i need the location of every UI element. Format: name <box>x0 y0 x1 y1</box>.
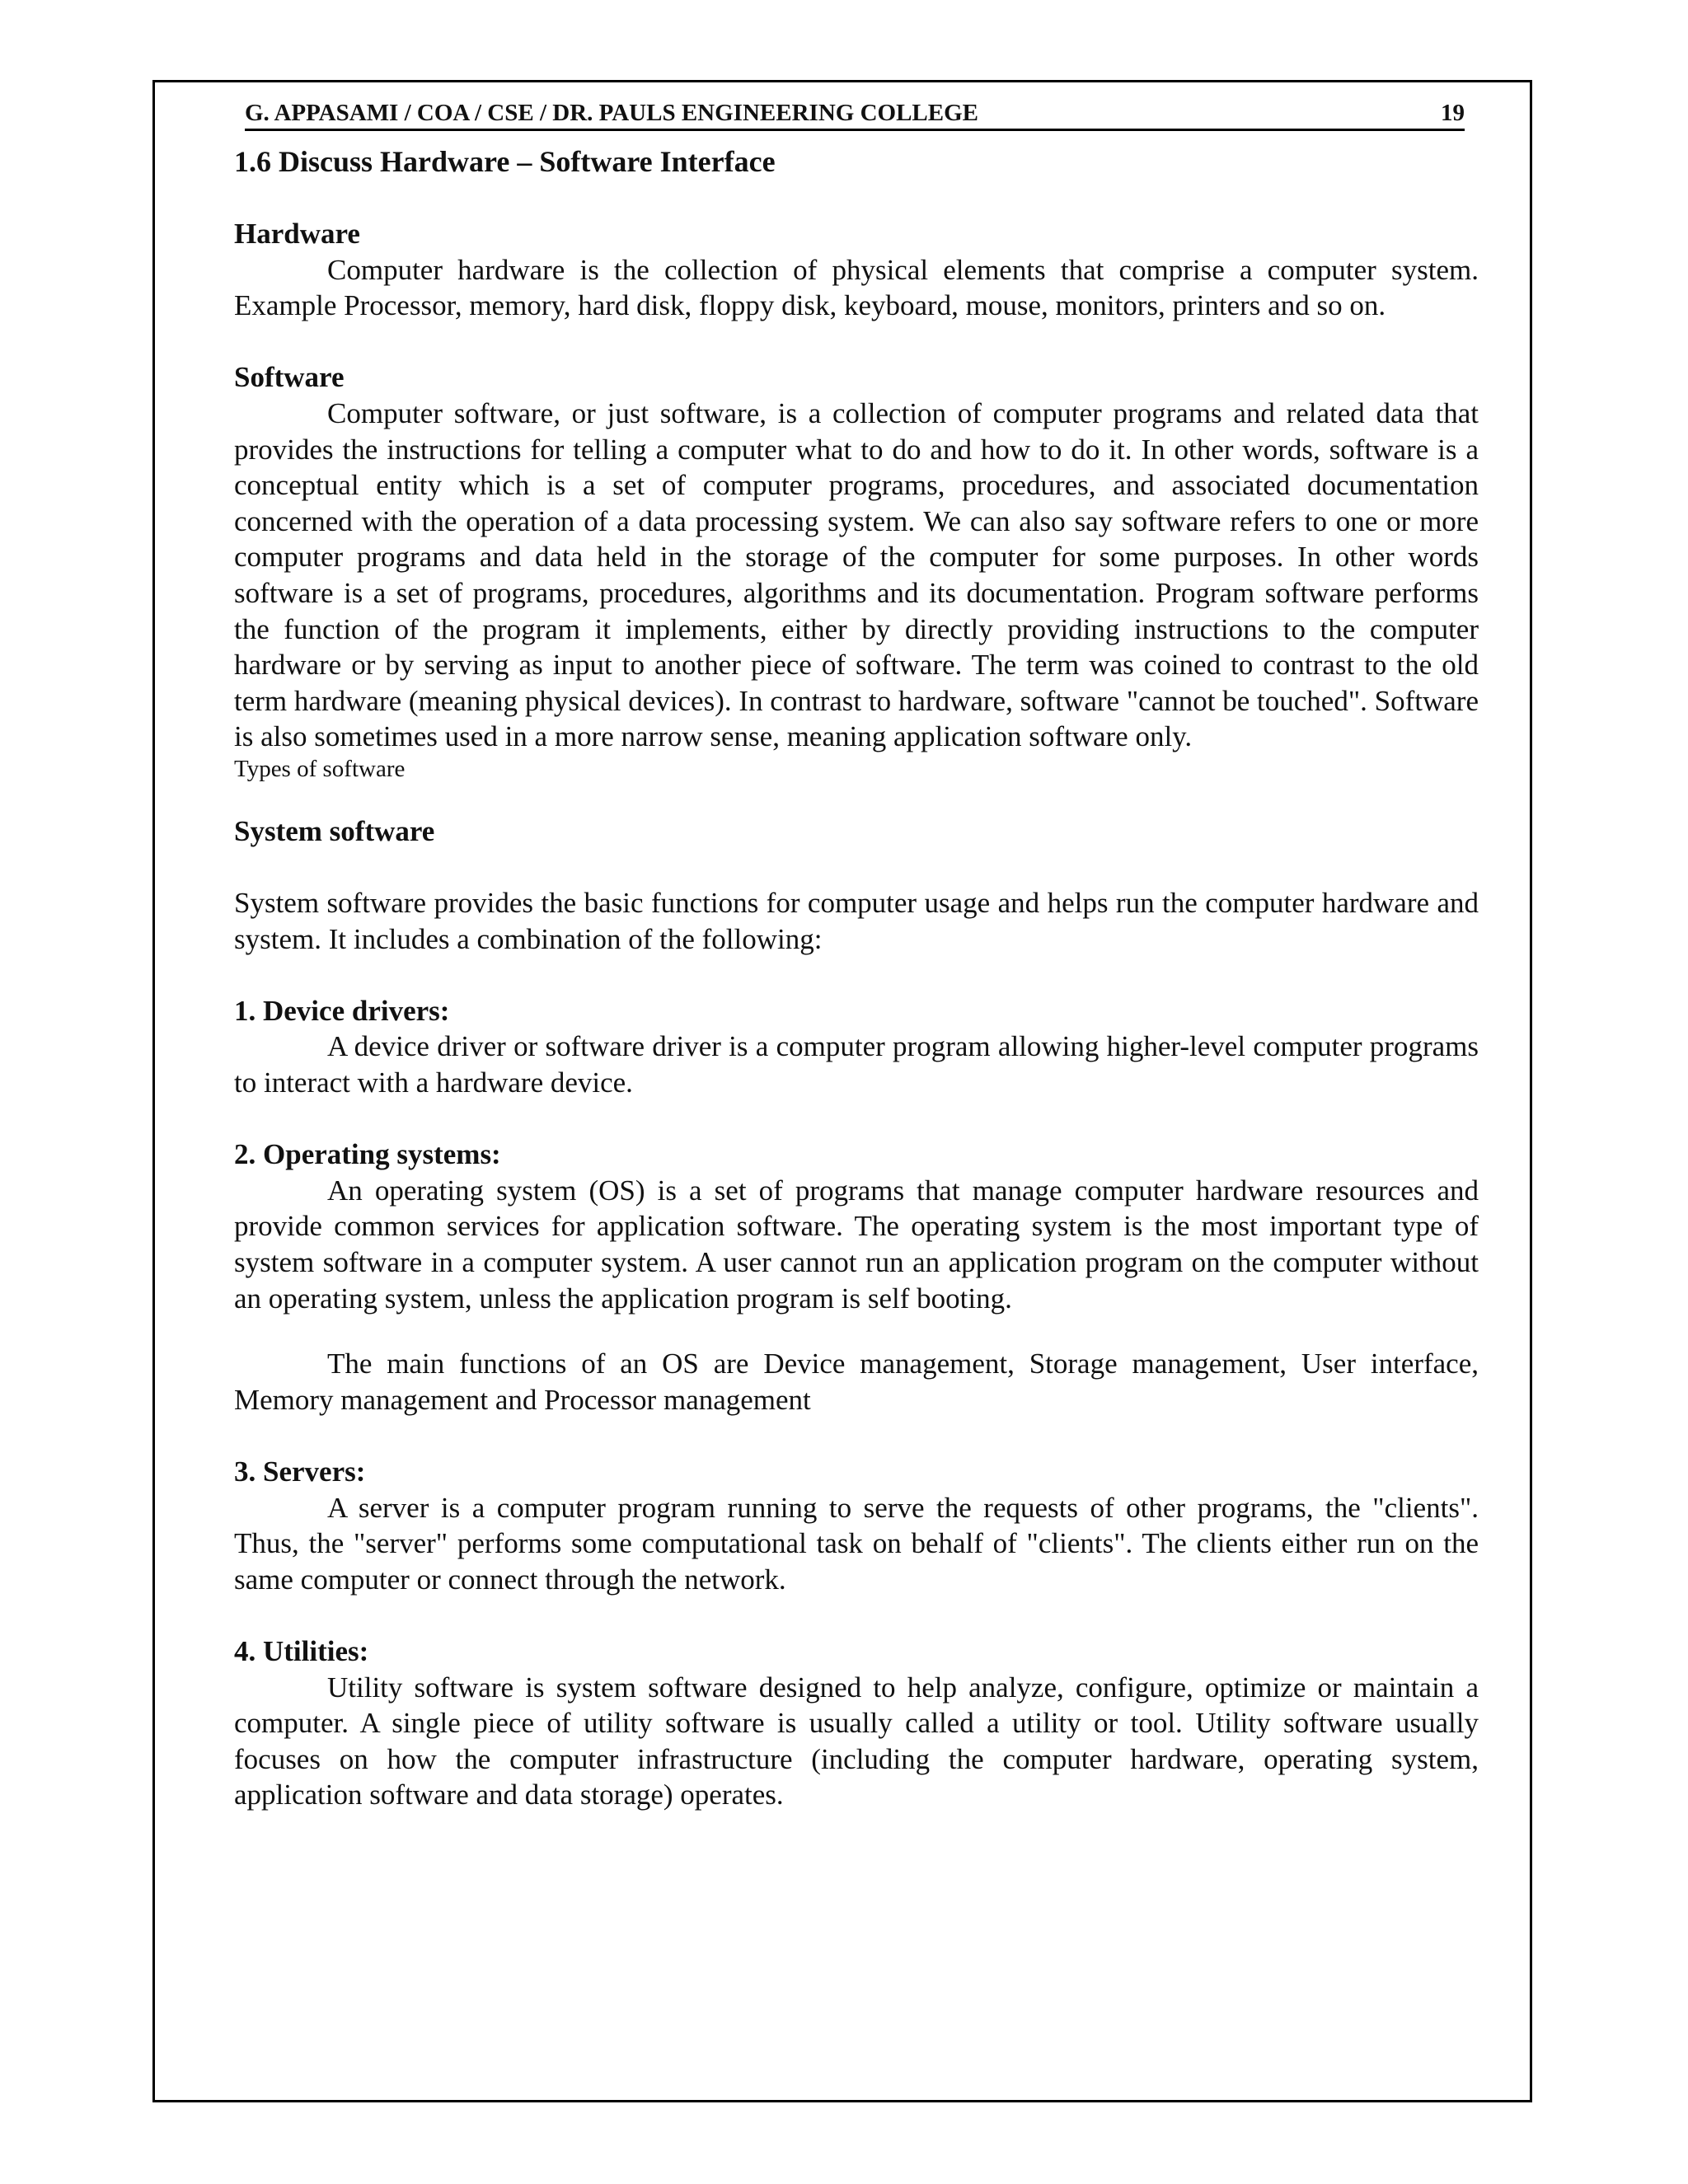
page-header <box>245 94 1465 131</box>
os-functions-paragraph: The main functions of an OS are Device management, Storage management, User interface, Memory management and Processor management <box>234 1347 1479 1416</box>
header-title: G. APPASAMI / COA / CSE / DR. PAULS ENGINEERING COLLEGE <box>245 100 978 126</box>
system-software-heading: System software <box>234 814 435 847</box>
servers-paragraph: A server is a computer program running to serve the requests of other programs, the "clients". Thus, the "server" performs some computational task on behalf of "clients". The clients either run on the same computer or connect through the network. <box>234 1491 1479 1596</box>
section-title: 1.6 Discuss Hardware – Software Interface <box>234 145 776 178</box>
types-of-software-label: Types of software <box>234 755 406 782</box>
utilities-heading: 4. Utilities: <box>234 1634 369 1667</box>
hardware-paragraph: Computer hardware is the collection of physical elements that comprise a computer system. Example Processor, memory, hard disk, floppy disk, keyboard, mouse, monitors, printers and so on. <box>234 253 1479 322</box>
utilities-paragraph: Utility software is system software designed to help analyze, configure, optimize or maintain a computer. A single piece of utility software is usually called a utility or tool. Utility software usually focuses on how the computer infrastructure (including the computer hardware, operating system, application software and data storage) operates. <box>234 1671 1479 1811</box>
software-paragraph: Computer software, or just software, is a collection of computer programs and related data that provides the instructions for telling a computer what to do and how to do it. In other words, software is a conceptual entity which is a set of computer programs, procedures, and associated documentation concerned with the operation of a data processing system. We can also say software refers to one or more computer programs and data held in the storage of the computer for some purposes. In other words software is a set of programs, procedures, algorithms and its documentation. Program software performs the function of the program it implements, either by directly providing instructions to the computer hardware or by serving as input to another piece of software. The term was coined to contrast to the old term hardware (meaning physical devices). In contrast to hardware, software "cannot be touched". Software is also sometimes used in a more narrow sense, meaning application software only. <box>234 396 1479 753</box>
hardware-heading: Hardware <box>234 218 360 250</box>
document-body <box>234 137 1479 1813</box>
servers-heading: 3. Servers: <box>234 1455 366 1488</box>
operating-systems-paragraph: An operating system (OS) is a set of programs that manage computer hardware resources and provide common services for application software. The operating system is the most important type of system software in a computer system. A user cannot run an application program on the computer without an operating system, unless the application program is self booting. <box>234 1174 1479 1315</box>
operating-systems-heading: 2. Operating systems: <box>234 1138 501 1171</box>
software-heading: Software <box>234 361 345 394</box>
page-number: 19 <box>1441 100 1465 126</box>
device-drivers-heading: 1. Device drivers: <box>234 994 450 1027</box>
device-drivers-paragraph: A device driver or software driver is a computer program allowing higher-level computer programs to interact with a hardware device. <box>234 1030 1479 1099</box>
system-software-paragraph: System software provides the basic functions for computer usage and helps run the computer hardware and system. It includes a combination of the following: <box>234 887 1479 955</box>
